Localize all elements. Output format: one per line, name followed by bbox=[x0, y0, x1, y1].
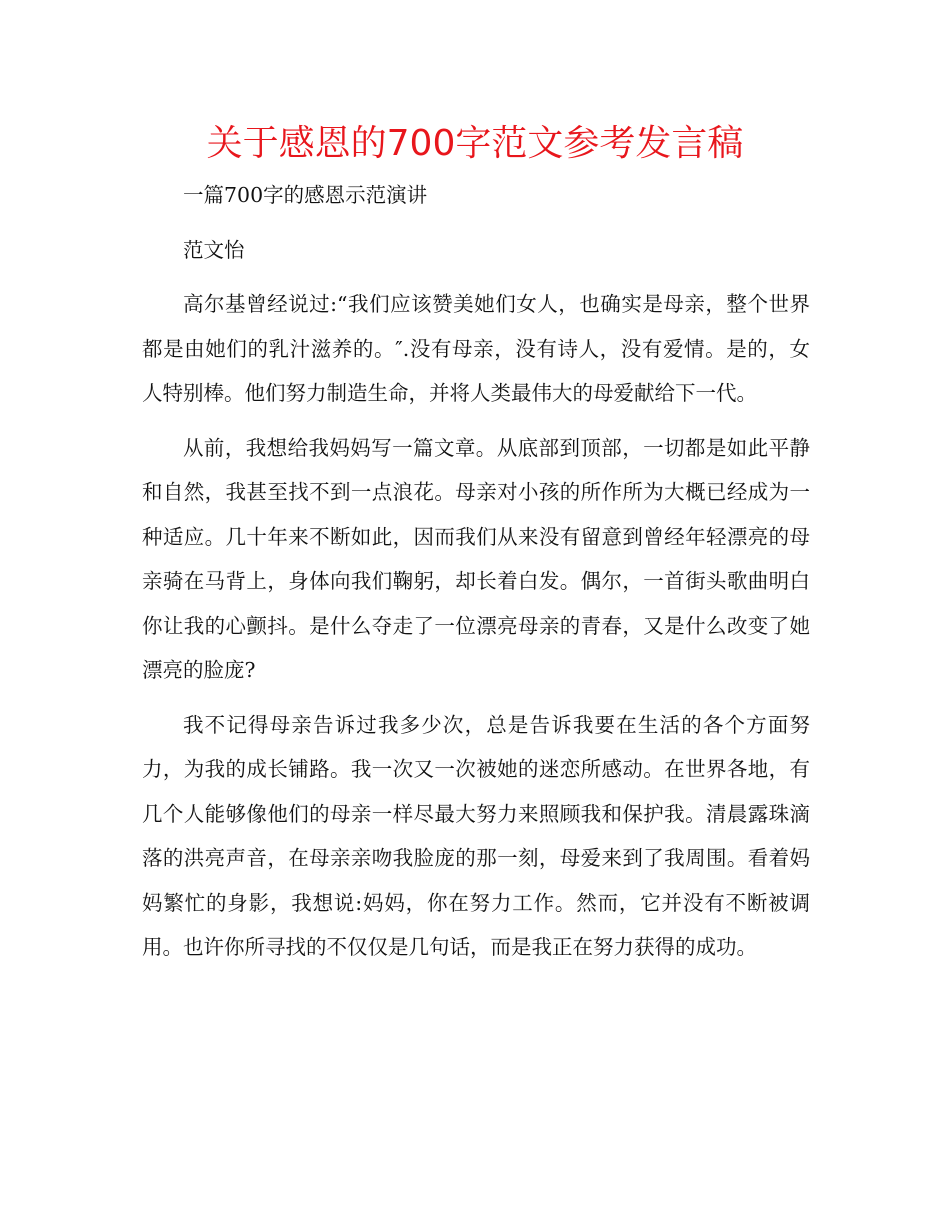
subtitle-paragraph: 一篇700字的感恩示范演讲 bbox=[183, 183, 428, 207]
body-paragraph: 高尔基曾经说过:“我们应该赞美她们女人，也确实是母亲，整个世界都是由她们的乳汁滋养的。″.没有母亲，没有诗人，没有爱情。是的，女人特别棒。他们努力制造生命，并将人类最伟大的母爱献给下一代。 bbox=[142, 292, 810, 405]
body-paragraph: 我不记得母亲告诉过我多少次，总是告诉我要在生活的各个方面努力，为我的成长铺路。我一次又一次被她的迷恋所感动。在世界各地，有几个人能够像他们的母亲一样尽最大努力来照顾我和保护我。清晨露珠滴落的洪亮声音，在母亲亲吻我脸庞的那一刻，母爱来到了我周围。看着妈妈繁忙的身影，我想说:妈妈，你在努力工作。然而，它并没有不断被调用。也许你所寻找的不仅仅是几句话，而是我正在努力获得的成功。 bbox=[142, 712, 810, 959]
document-title: 关于感恩的700字范文参考发言稿 bbox=[206, 123, 744, 164]
body-paragraph: 从前，我想给我妈妈写一篇文章。从底部到顶部，一切都是如此平静和自然，我甚至找不到一点浪花。母亲对小孩的所作所为大概已经成为一种适应。几十年来不断如此，因而我们从来没有留意到曾经年轻漂亮的母亲骑在马背上，身体向我们鞠躬，却长着白发。偶尔，一首街头歌曲明白你让我的心颤抖。是什么夺走了一位漂亮母亲的青春，又是什么改变了她漂亮的脸庞? bbox=[142, 435, 810, 682]
author-paragraph: 范文怡 bbox=[183, 237, 245, 262]
document-body bbox=[142, 173, 810, 980]
